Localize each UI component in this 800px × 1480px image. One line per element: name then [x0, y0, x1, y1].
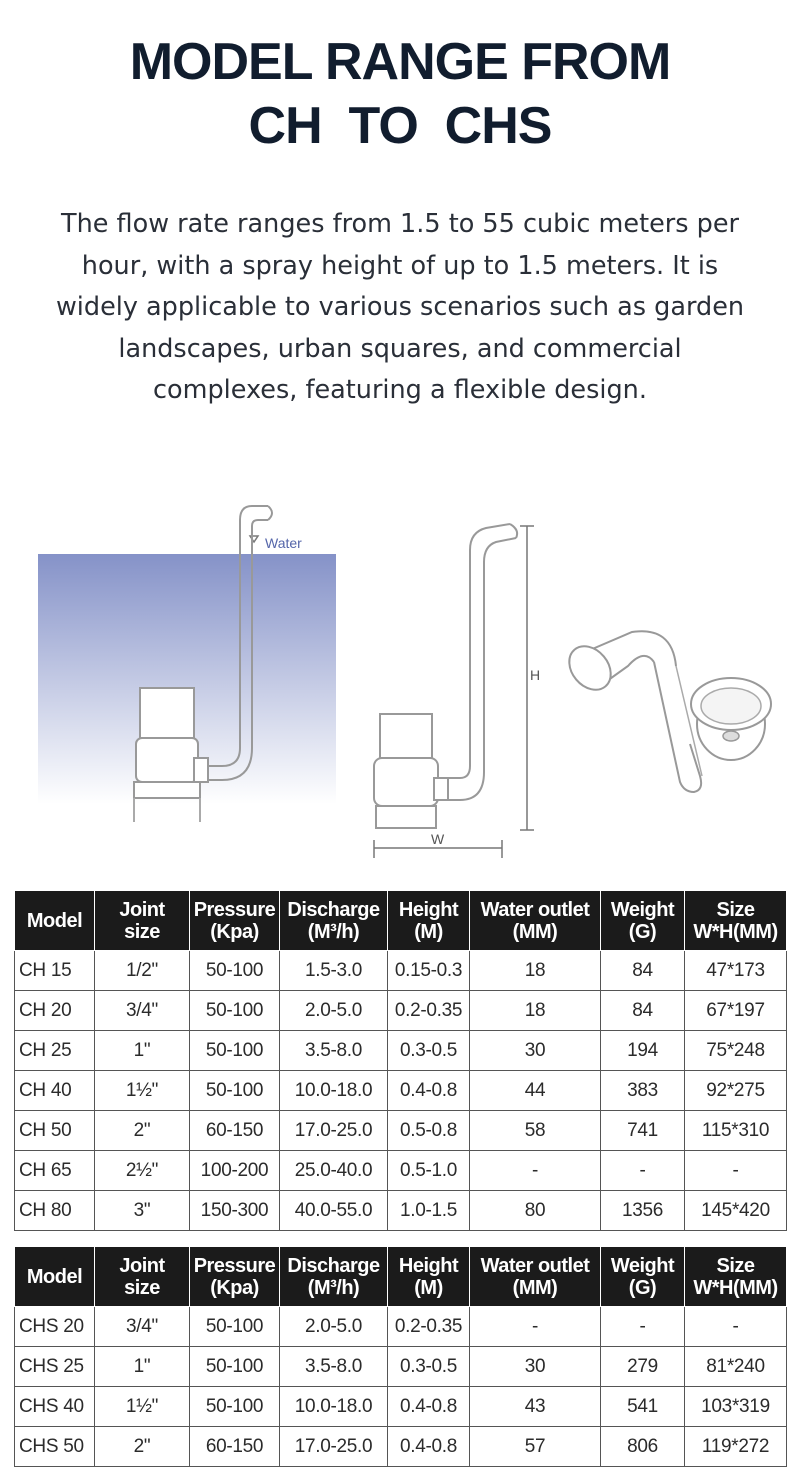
chs-table-header: [15, 1247, 787, 1307]
table-cell: 3/4": [95, 1307, 190, 1347]
table-cell: 1356: [601, 1191, 685, 1231]
ch-spec-table: [14, 890, 787, 1231]
table-row: [15, 1347, 787, 1387]
table-cell: -: [685, 1151, 787, 1191]
table-row: [15, 1427, 787, 1467]
table-cell: 2.0-5.0: [280, 1307, 388, 1347]
table-cell: 84: [601, 951, 685, 991]
table-cell: CHS 40: [15, 1387, 95, 1427]
table-cell: 541: [601, 1387, 685, 1427]
header-discharge: Discharge (M³/h): [280, 1247, 388, 1307]
table-cell: 84: [601, 991, 685, 1031]
table-cell: CHS 20: [15, 1307, 95, 1347]
table-cell: CH 20: [15, 991, 95, 1031]
table-cell: 50-100: [190, 951, 280, 991]
table-cell: -: [685, 1307, 787, 1347]
table-cell: 3": [95, 1191, 190, 1231]
header-size: Size W*H(MM): [685, 1247, 787, 1307]
table-cell: 3.5-8.0: [280, 1031, 388, 1071]
header-size: Size W*H(MM): [685, 891, 787, 951]
header-joint-size: Joint size: [95, 1247, 190, 1307]
table-cell: 18: [470, 951, 601, 991]
table-cell: 383: [601, 1071, 685, 1111]
table-cell: 1½": [95, 1071, 190, 1111]
title-line-2: CH TO CHS: [248, 97, 552, 155]
header-discharge: Discharge (M³/h): [280, 891, 388, 951]
table-cell: 2.0-5.0: [280, 991, 388, 1031]
table-cell: 50-100: [190, 991, 280, 1031]
table-cell: 18: [470, 991, 601, 1031]
table-row: [15, 1111, 787, 1151]
table-cell: 0.2-0.35: [388, 1307, 470, 1347]
table-cell: -: [601, 1151, 685, 1191]
table-cell: 0.4-0.8: [388, 1387, 470, 1427]
table-cell: 40.0-55.0: [280, 1191, 388, 1231]
product-diagram: [0, 466, 800, 866]
table-row: [15, 1387, 787, 1427]
description-text: The flow rate ranges from 1.5 to 55 cubic meters per hour, with a spray height of up to 1.5 meters. It is widely applicable to various scenarios such as garden landscapes, urban squares, and commercial complexes, featuring a flexible design.: [55, 209, 745, 405]
table-cell: 50-100: [190, 1071, 280, 1111]
table-cell: 0.3-0.5: [388, 1347, 470, 1387]
table-cell: 0.4-0.8: [388, 1071, 470, 1111]
table-cell: 50-100: [190, 1347, 280, 1387]
header-height: Height (M): [388, 891, 470, 951]
table-cell: CH 50: [15, 1111, 95, 1151]
header-joint-size: Joint size: [95, 891, 190, 951]
table-cell: 10.0-18.0: [280, 1071, 388, 1111]
table-cell: 145*420: [685, 1191, 787, 1231]
table-cell: 50-100: [190, 1031, 280, 1071]
table-cell: CHS 50: [15, 1427, 95, 1467]
ch-table-header: [15, 891, 787, 951]
underwater-nozzle-illustration: [38, 506, 336, 822]
table-cell: 3/4": [95, 991, 190, 1031]
table-cell: 119*272: [685, 1427, 787, 1467]
dimension-drawing: [374, 524, 540, 858]
table-cell: 47*173: [685, 951, 787, 991]
table-cell: 0.3-0.5: [388, 1031, 470, 1071]
table-cell: 43: [470, 1387, 601, 1427]
table-cell: -: [470, 1307, 601, 1347]
width-label: W: [431, 831, 445, 847]
table-cell: 100-200: [190, 1151, 280, 1191]
height-label: H: [530, 667, 541, 683]
table-cell: 58: [470, 1111, 601, 1151]
table-cell: -: [601, 1307, 685, 1347]
header-pressure: Pressure (Kpa): [190, 1247, 280, 1307]
table-cell: 1.5-3.0: [280, 951, 388, 991]
table-cell: 0.15-0.3: [388, 951, 470, 991]
table-cell: 10.0-18.0: [280, 1387, 388, 1427]
table-cell: 115*310: [685, 1111, 787, 1151]
table-cell: 0.4-0.8: [388, 1427, 470, 1467]
table-cell: 1.0-1.5: [388, 1191, 470, 1231]
table-cell: CH 80: [15, 1191, 95, 1231]
header-height: Height (M): [388, 1247, 470, 1307]
table-cell: 2": [95, 1111, 190, 1151]
header-water-outlet: Water outlet (MM): [470, 1247, 601, 1307]
water-label: Water: [265, 535, 302, 551]
header-model: Model: [15, 1247, 95, 1307]
perspective-nozzle-illustration: [561, 631, 771, 792]
table-cell: -: [470, 1151, 601, 1191]
table-row: [15, 1307, 787, 1347]
header-model: Model: [15, 891, 95, 951]
table-cell: 30: [470, 1031, 601, 1071]
table-cell: 0.2-0.35: [388, 991, 470, 1031]
table-cell: CHS 25: [15, 1347, 95, 1387]
table-cell: 57: [470, 1427, 601, 1467]
table-cell: 0.5-1.0: [388, 1151, 470, 1191]
table-cell: 50-100: [190, 1307, 280, 1347]
table-cell: 150-300: [190, 1191, 280, 1231]
table-cell: 1½": [95, 1387, 190, 1427]
ch-table-body: [15, 951, 787, 1231]
table-cell: 60-150: [190, 1111, 280, 1151]
table-cell: 3.5-8.0: [280, 1347, 388, 1387]
table-cell: 92*275: [685, 1071, 787, 1111]
header-water-outlet: Water outlet (MM): [470, 891, 601, 951]
table-cell: 194: [601, 1031, 685, 1071]
table-row: [15, 1031, 787, 1071]
table-cell: 60-150: [190, 1427, 280, 1467]
table-row: [15, 1071, 787, 1111]
table-cell: 806: [601, 1427, 685, 1467]
table-cell: CH 15: [15, 951, 95, 991]
table-cell: 741: [601, 1111, 685, 1151]
table-cell: 17.0-25.0: [280, 1111, 388, 1151]
table-row: [15, 991, 787, 1031]
table-cell: 67*197: [685, 991, 787, 1031]
table-cell: 1": [95, 1347, 190, 1387]
table-cell: 75*248: [685, 1031, 787, 1071]
chs-spec-table: [14, 1246, 787, 1467]
table-cell: 17.0-25.0: [280, 1427, 388, 1467]
table-cell: CH 25: [15, 1031, 95, 1071]
table-cell: 81*240: [685, 1347, 787, 1387]
table-cell: 44: [470, 1071, 601, 1111]
table-cell: CH 40: [15, 1071, 95, 1111]
table-cell: 0.5-0.8: [388, 1111, 470, 1151]
header-weight: Weight (G): [601, 891, 685, 951]
table-cell: 2½": [95, 1151, 190, 1191]
table-row: [15, 1191, 787, 1231]
table-cell: CH 65: [15, 1151, 95, 1191]
table-cell: 80: [470, 1191, 601, 1231]
header-pressure: Pressure (Kpa): [190, 891, 280, 951]
table-cell: 25.0-40.0: [280, 1151, 388, 1191]
table-cell: 1/2": [95, 951, 190, 991]
table-cell: 50-100: [190, 1387, 280, 1427]
table-cell: 1": [95, 1031, 190, 1071]
table-cell: 2": [95, 1427, 190, 1467]
title-line-1: MODEL RANGE FROM: [129, 33, 671, 91]
page-title: [0, 30, 800, 158]
header-weight: Weight (G): [601, 1247, 685, 1307]
table-row: [15, 1151, 787, 1191]
table-cell: 279: [601, 1347, 685, 1387]
chs-table-body: [15, 1307, 787, 1467]
table-cell: 30: [470, 1347, 601, 1387]
table-cell: 103*319: [685, 1387, 787, 1427]
table-row: [15, 951, 787, 991]
